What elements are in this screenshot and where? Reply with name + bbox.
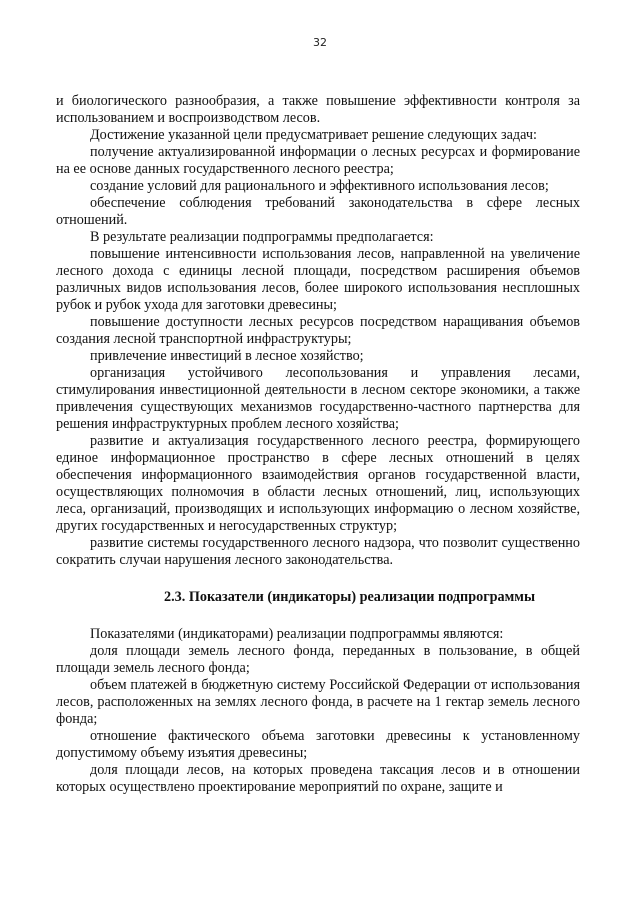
paragraph: развитие и актуализация государственного лесного реестра, формирующего единое информационное пространство в сфере лесных отношений в целях обеспечения информационного взаимодействия органов государственной власти, осуществляющих полномочия в области лесных отношений, лиц, использующих леса, организаций, производящих и использующих информацию о лесном хозяйстве, других государственных и негосударственных структур; xyxy=(56,433,580,534)
paragraph: привлечение инвестиций в лесное хозяйство; xyxy=(90,348,364,364)
section-heading: 2.3. Показатели (индикаторы) реализации подпрограммы xyxy=(164,589,536,605)
paragraph: отношение фактического объема заготовки древесины к установленному допустимому объему изъятия древесины; xyxy=(56,728,580,761)
paragraph: развитие системы государственного лесного надзора, что позволит существенно сократить случаи нарушения лесного законодательства. xyxy=(56,535,580,568)
paragraph: создание условий для рационального и эффективного использования лесов; xyxy=(90,178,549,194)
paragraphs-after xyxy=(56,626,580,796)
page-number: 32 xyxy=(313,36,327,49)
paragraph: В результате реализации подпрограммы предполагается: xyxy=(90,229,434,245)
paragraph: повышение интенсивности использования лесов, направленной на увеличение лесного дохода с единицы лесной площади, посредством расширения объемов различных видов использования лесов, более широкого использования несплошных рубок и рубок ухода для заготовки древесины; xyxy=(56,246,580,313)
paragraph: обеспечение соблюдения требований законодательства в сфере лесных отношений. xyxy=(56,195,580,228)
paragraph: объем платежей в бюджетную систему Российской Федерации от использования лесов, расположенных на землях лесного фонда, в расчете на 1 гектар земель лесного фонда; xyxy=(56,677,580,727)
paragraph: организация устойчивого лесопользования и управления лесами, стимулирования инвестиционной деятельности в лесном секторе экономики, а также привлечения существующих механизмов государственно-частного партнерства для решения инфраструктурных проблем лесного хозяйства; xyxy=(56,365,580,432)
paragraph: доля площади лесов, на которых проведена таксация лесов и в отношении которых осуществлено проектирование мероприятий по охране, защите и xyxy=(56,762,580,795)
paragraph: и биологического разнообразия, а также повышение эффективности контроля за использованием и воспроизводством лесов. xyxy=(56,93,580,126)
paragraph: Достижение указанной цели предусматривает решение следующих задач: xyxy=(90,127,537,143)
paragraph: получение актуализированной информации о лесных ресурсах и формирование на ее основе данных государственного лесного реестра; xyxy=(56,144,580,177)
document-body xyxy=(56,93,580,796)
paragraph: повышение доступности лесных ресурсов посредством наращивания объемов создания лесной транспортной инфраструктуры; xyxy=(56,314,580,347)
paragraph: доля площади земель лесного фонда, переданных в пользование, в общей площади земель лесного фонда; xyxy=(56,643,580,676)
paragraphs-before xyxy=(56,93,580,569)
paragraph: Показателями (индикаторами) реализации подпрограммы являются: xyxy=(90,626,504,642)
